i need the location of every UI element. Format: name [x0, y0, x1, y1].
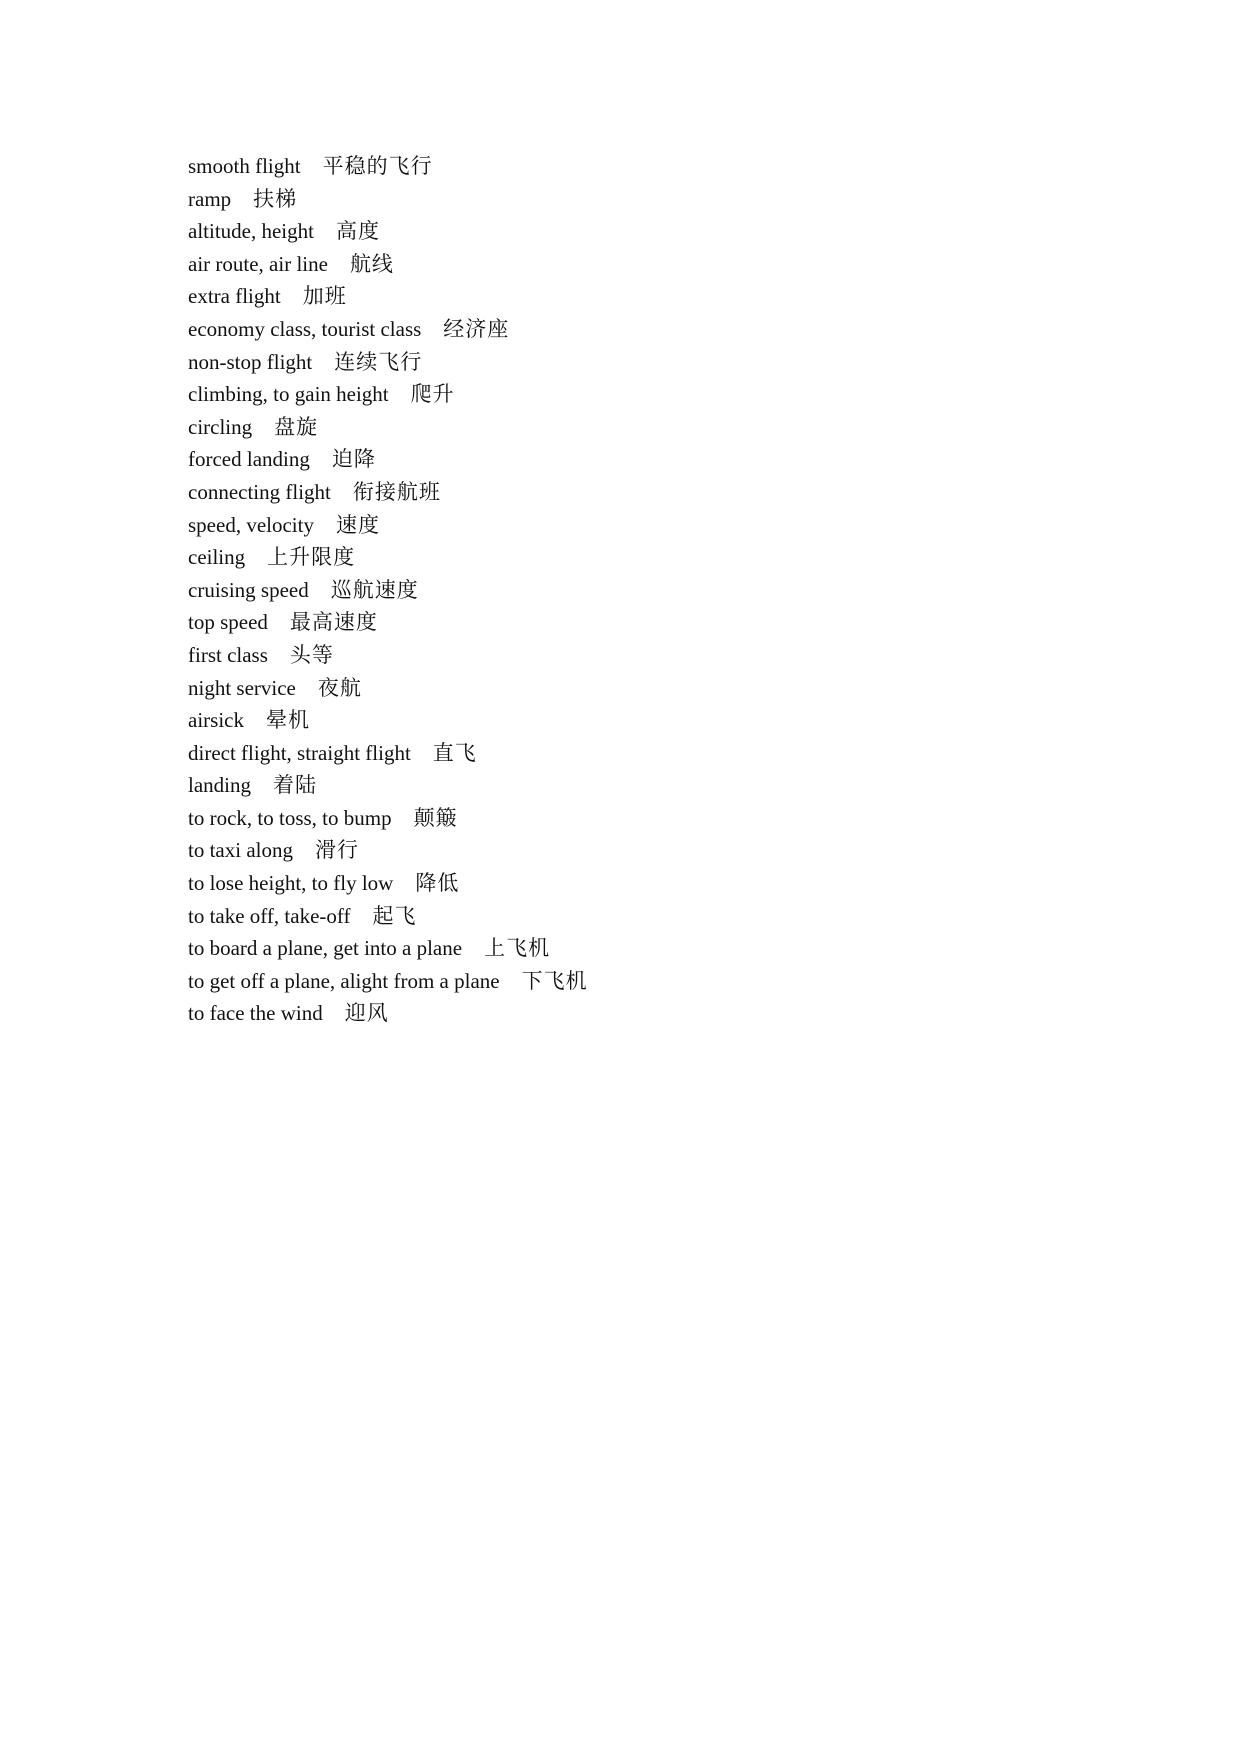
- chinese-term: 迎风: [344, 1001, 389, 1026]
- chinese-term: 平稳的飞行: [322, 154, 433, 178]
- english-term: to board a plane, get into a plane: [188, 936, 463, 961]
- vocab-item: [188, 443, 588, 476]
- vocab-item: [188, 997, 588, 1030]
- english-term: to take off, take-off: [188, 903, 351, 928]
- english-term: to lose height, to fly low: [188, 871, 394, 896]
- english-term: extra flight: [188, 284, 281, 309]
- chinese-term: 连续飞行: [334, 349, 423, 374]
- english-term: airsick: [188, 708, 244, 733]
- english-term: circling: [188, 414, 253, 439]
- english-term: to get off a plane, alight from a plane: [188, 968, 500, 993]
- vocab-item: [188, 378, 588, 411]
- chinese-term: 滑行: [314, 838, 359, 863]
- chinese-term: 爬升: [410, 382, 455, 407]
- english-term: landing: [188, 773, 251, 798]
- english-term: connecting flight: [188, 479, 331, 504]
- english-term: cruising speed: [188, 577, 309, 602]
- vocab-item: [188, 965, 588, 998]
- vocab-item: [188, 346, 588, 379]
- english-term: economy class, tourist class: [188, 316, 422, 341]
- vocab-item: [188, 411, 588, 444]
- chinese-term: 晕机: [265, 708, 310, 733]
- vocab-item: [188, 672, 588, 705]
- vocab-item: [188, 639, 588, 672]
- chinese-term: 巡航速度: [330, 577, 419, 602]
- english-term: speed, velocity: [188, 512, 314, 537]
- english-term: to taxi along: [188, 838, 293, 863]
- vocab-item: [188, 509, 588, 542]
- chinese-term: 高度: [335, 219, 380, 244]
- vocab-item: [188, 476, 588, 509]
- chinese-term: 夜航: [317, 675, 362, 700]
- vocab-item: [188, 900, 588, 933]
- vocab-item: [188, 313, 588, 346]
- vocab-item: [188, 280, 588, 313]
- english-term: air route, air line: [188, 251, 328, 276]
- chinese-term: 上升限度: [267, 545, 356, 570]
- english-term: ramp: [188, 186, 232, 211]
- vocab-item: [188, 606, 588, 639]
- chinese-term: 航线: [349, 251, 394, 276]
- vocab-item: [188, 704, 588, 737]
- chinese-term: 头等: [289, 642, 334, 667]
- english-term: first class: [188, 642, 268, 667]
- vocab-item: [188, 150, 588, 183]
- chinese-term: 直飞: [432, 740, 477, 765]
- english-term: top speed: [188, 610, 268, 635]
- chinese-term: 迫降: [331, 447, 376, 472]
- vocab-item: [188, 541, 588, 574]
- chinese-term: 起飞: [372, 903, 417, 928]
- chinese-term: 降低: [415, 871, 460, 896]
- vocab-item: [188, 737, 588, 770]
- english-term: non-stop flight: [188, 349, 313, 374]
- chinese-term: 加班: [302, 284, 347, 309]
- chinese-term: 颠簸: [413, 805, 458, 830]
- vocab-item: [188, 248, 588, 281]
- vocab-item: [188, 574, 588, 607]
- chinese-term: 最高速度: [289, 610, 378, 635]
- english-term: altitude, height: [188, 219, 314, 244]
- vocab-item: [188, 834, 588, 867]
- english-term: smooth flight: [188, 154, 301, 178]
- chinese-term: 下飞机: [521, 968, 588, 993]
- english-term: climbing, to gain height: [188, 382, 389, 407]
- vocab-item: [188, 802, 588, 835]
- chinese-term: 着陆: [273, 773, 317, 798]
- vocabulary-list: [188, 150, 588, 1030]
- english-term: ceiling: [188, 545, 246, 570]
- english-term: direct flight, straight flight: [188, 740, 411, 765]
- english-term: forced landing: [188, 447, 310, 472]
- chinese-term: 扶梯: [253, 186, 298, 211]
- vocab-item: [188, 867, 588, 900]
- vocab-item: [188, 769, 588, 802]
- vocab-item: [188, 183, 588, 216]
- chinese-term: 盘旋: [274, 414, 319, 439]
- english-term: night service: [188, 675, 296, 700]
- chinese-term: 上飞机: [484, 936, 551, 961]
- chinese-term: 经济座: [443, 316, 510, 341]
- chinese-term: 衔接航班: [352, 479, 441, 504]
- vocab-item: [188, 932, 588, 965]
- english-term: to rock, to toss, to bump: [188, 805, 392, 830]
- vocab-item: [188, 215, 588, 248]
- english-term: to face the wind: [188, 1001, 323, 1026]
- chinese-term: 速度: [335, 512, 380, 537]
